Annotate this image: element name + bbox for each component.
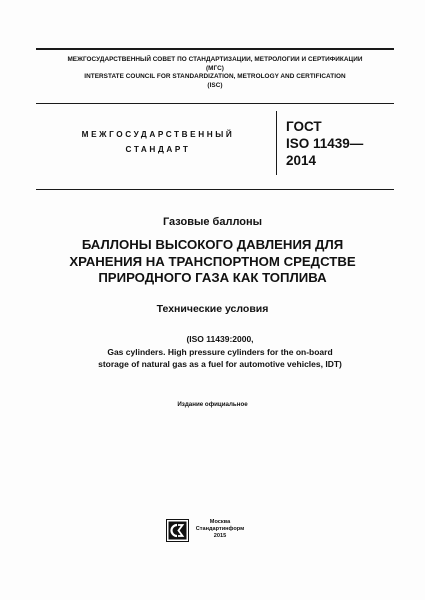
standartinform-logo-icon bbox=[166, 519, 189, 542]
title-subject: Газовые баллоны bbox=[162, 216, 263, 228]
top-rule bbox=[36, 48, 394, 50]
publisher-name: Стандартинформ bbox=[195, 526, 245, 533]
publisher-city: Москва bbox=[209, 519, 231, 525]
standard-type-line2: СТАНДАРТ bbox=[125, 145, 191, 154]
council-abbr-en: (ISC) bbox=[207, 81, 223, 89]
title-spec: Технические условия bbox=[156, 303, 269, 315]
council-name-en: INTERSTATE COUNCIL FOR STANDARDIZATION, METROLOGY AND CERTIFICATION bbox=[84, 73, 346, 81]
standard-type-line1: МЕЖГОСУДАРСТВЕННЫЙ bbox=[81, 130, 235, 139]
council-name-ru: МЕЖГОСУДАРСТВЕННЫЙ СОВЕТ ПО СТАНДАРТИЗАЦИИ, МЕТРОЛОГИИ И СЕРТИФИКАЦИИ bbox=[67, 56, 363, 63]
designation-divider bbox=[276, 111, 277, 175]
iso-reference bbox=[60, 333, 380, 371]
standard-designation bbox=[286, 118, 363, 169]
lower-rule bbox=[36, 189, 394, 190]
designation-line3: 2014 bbox=[286, 153, 317, 168]
publisher-block bbox=[190, 519, 250, 541]
publisher-year: 2015 bbox=[213, 533, 227, 540]
iso-reference-line2: Gas cylinders. High pressure cylinders for the on-board bbox=[107, 346, 333, 357]
iso-reference-line1: (ISO 11439:2000, bbox=[186, 334, 254, 344]
main-title-line2: ХРАНЕНИЯ НА ТРАНСПОРТНОМ СРЕДСТВЕ bbox=[69, 253, 356, 269]
edition-note: Издание официальное bbox=[177, 401, 248, 408]
designation-line1: ГОСТ bbox=[286, 119, 322, 134]
main-title bbox=[40, 237, 385, 287]
standard-type bbox=[78, 127, 238, 157]
council-header bbox=[40, 56, 390, 90]
council-abbr-ru: (МГС) bbox=[206, 64, 224, 72]
main-title-line1: БАЛЛОНЫ ВЫСОКОГО ДАВЛЕНИЯ ДЛЯ bbox=[81, 237, 344, 252]
iso-reference-line3: storage of natural gas as a fuel for automotive vehicles, IDT) bbox=[98, 359, 342, 369]
middle-rule bbox=[36, 103, 394, 104]
main-title-line3: ПРИРОДНОГО ГАЗА КАК ТОПЛИВА bbox=[98, 270, 327, 285]
designation-line2: ISO 11439— bbox=[286, 136, 364, 151]
